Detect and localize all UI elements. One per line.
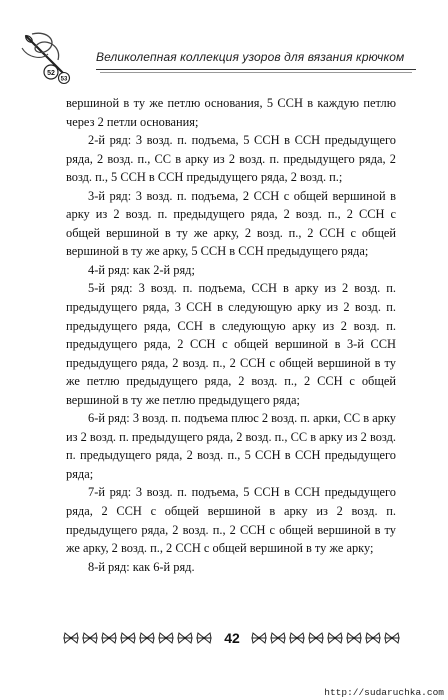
watermark-url: http://sudaruchka.com <box>324 687 444 698</box>
butterfly-motif <box>252 633 266 643</box>
butterfly-border-icon <box>250 630 402 646</box>
butterfly-motif <box>366 633 380 643</box>
paragraph: вершиной в ту же петлю основания, 5 ССН в каждую петлю через 2 петли основания; <box>66 96 396 129</box>
page-header <box>18 28 430 94</box>
butterfly-motif <box>102 633 116 643</box>
butterfly-motif <box>159 633 173 643</box>
butterfly-motif <box>290 633 304 643</box>
page-footer <box>62 628 402 648</box>
butterfly-motif <box>347 633 361 643</box>
body-text <box>66 94 396 576</box>
butterfly-motif <box>83 633 97 643</box>
paragraph: 2-й ряд: 3 возд. п. подъема, 5 ССН в ССН предыдущего ряда, 2 возд. п., СС в арку из 2 возд. п. предыдущего ряда, 2 возд. п., 5 ССН в ССН предыдущего ряда, 2 возд. п.; <box>66 133 396 185</box>
butterfly-motif <box>178 633 192 643</box>
paragraph: 4-й ряд: как 2-й ряд; <box>88 262 195 277</box>
butterfly-motif <box>197 633 211 643</box>
header-rule <box>96 69 416 70</box>
paragraph: 6-й ряд: 3 возд. п. подъема плюс 2 возд. п. арки, СС в арку из 2 возд. п. предыдущего ряда, 2 возд. п., СС в арку из 2 возд. п. предыдущего ряда, 2 возд. п., 5 ССН в ССН предыдущего ряда; <box>66 411 396 481</box>
paragraph: 7-й ряд: 3 возд. п. подъема, 5 ССН в ССН предыдущего ряда, 2 ССН с общей вершиной в арку из 2 возд. п. предыдущего ряда, 2 возд. п., 2 ССН с общей вершиной в ту же арку, 2 возд. п., 2 ССН с общей вершиной в ту же арку; <box>66 485 396 556</box>
header-badge-number-2: 53 <box>60 76 68 83</box>
butterfly-motif <box>385 633 399 643</box>
paragraph: 3-й ряд: 3 возд. п. подъема, 2 ССН с общей вершиной в арку из 2 возд. п. предыдущего ряда, 2 возд. п., 2 ССН с общей вершиной в ту же арку, 2 возд. п., 2 ССН с общей вершиной в ту же арку, 5 ССН в ССН предыдущего ряда; <box>66 188 396 259</box>
butterfly-motif <box>309 633 323 643</box>
header-badge-number-1: 52 <box>47 70 55 77</box>
butterfly-motif <box>271 633 285 643</box>
butterfly-motif <box>121 633 135 643</box>
butterfly-border-icon <box>62 630 214 646</box>
paragraph: 5-й ряд: 3 возд. п. подъема, ССН в арку из 2 возд. п. предыдущего ряда, 3 ССН в следующую арку из 2 возд. п. предыдущего ряда, ССН в следующую арку из 2 возд. п. предыдущего ряда, 2 ССН с общей вершиной в 3-й ССН предыдущего ряда, 2 возд. п., 2 ССН с общей вершиной в ту же петлю предыдущего ряда, 2 возд. п., 2 ССН с общей вершиной в ту же петлю предыдущего ряда; <box>66 281 396 407</box>
needle-and-yarn-icon <box>18 28 84 94</box>
butterfly-motif <box>64 633 78 643</box>
butterfly-motif <box>140 633 154 643</box>
header-rule-thin <box>100 72 412 73</box>
page-number: 42 <box>224 630 240 646</box>
butterfly-motif <box>328 633 342 643</box>
running-header-title: Великолепная коллекция узоров для вязания крючком <box>96 50 405 64</box>
paragraph: 8-й ряд: как 6-й ряд. <box>88 559 195 574</box>
